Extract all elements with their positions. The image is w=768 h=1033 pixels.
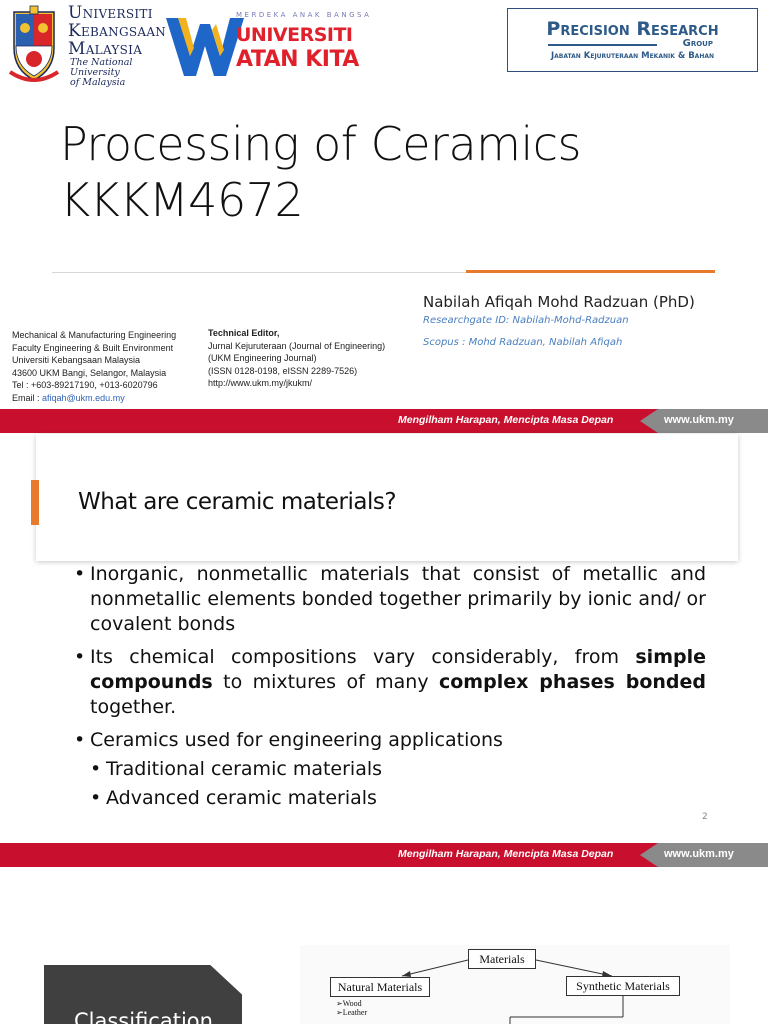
bullet-text: Its chemical compositions vary considerably, from — [90, 646, 636, 668]
heading-accent-bar — [31, 480, 39, 525]
email-line — [12, 392, 176, 405]
accent-divider — [466, 270, 715, 273]
course-code: KKKM4672 — [60, 173, 304, 227]
editor-heading: Technical Editor, — [208, 328, 280, 338]
address-line: 43600 UKM Bangi, Selangor, Malaysia — [12, 367, 167, 378]
address-line: Tel : +603-89217190, +013-6020796 — [12, 380, 158, 391]
diagram-subitem: ➢Wood — [336, 999, 362, 1008]
sub-bullet-item: • Traditional ceramic materials — [90, 757, 706, 782]
title-slide — [0, 0, 768, 432]
technical-editor-info — [208, 327, 385, 390]
ukm-english-line: The National University — [70, 57, 133, 78]
prg-line3: Jabatan Kejuruteraan Mekanik & Bahan — [550, 51, 715, 61]
sub-bullet-item: • Advanced ceramic materials — [90, 786, 706, 811]
course-title — [60, 116, 581, 228]
ukm-name-line: Malaysia — [68, 39, 143, 59]
bullet-text: to mixtures of many — [212, 671, 439, 693]
bullet-item: • Inorganic, nonmetallic materials that consist of metallic and nonmetallic elements bonded together primarily by ionic and/ or covalent bonds — [74, 562, 706, 637]
footer-bar — [0, 409, 768, 433]
researchgate-id: Researchgate ID: Nabilah-Mohd-Radzuan — [423, 315, 629, 326]
ukm-name-line: Kebangsaan — [68, 21, 167, 41]
ukm-name-line: Universiti — [68, 3, 153, 23]
author-name: Nabilah Afiqah Mohd Radzuan (PhD) — [423, 293, 695, 311]
bullet-item — [74, 645, 706, 720]
address-line: Universiti Kebangsaan Malaysia — [12, 355, 141, 366]
classification-diagram — [300, 945, 730, 1024]
email-label: Email : — [12, 392, 43, 403]
ukm-wordmark — [68, 4, 178, 88]
contact-address — [12, 329, 176, 405]
footer-slogan: Mengilham Harapan, Mencipta Masa Depan — [398, 414, 614, 426]
footer-bar — [0, 843, 768, 867]
bullet-list — [74, 562, 706, 815]
editor-line: (ISSN 0128-0198, eISSN 2289-7526) — [208, 365, 358, 376]
email-link[interactable]: afiqah@ukm.edu.my — [42, 392, 125, 403]
course-title-line1: Processing of Ceramics — [60, 117, 581, 171]
section-title: Classification — [74, 1009, 213, 1033]
ukm-crest-icon — [8, 4, 60, 88]
diagram-subitem: ➢Leather — [336, 1008, 368, 1017]
footer-url-link[interactable]: www.ukm.my — [664, 848, 734, 860]
precision-research-logo — [507, 8, 758, 72]
editor-line: (UKM Engineering Journal) — [208, 353, 317, 364]
diagram-node-root: Materials — [468, 949, 536, 969]
address-line: Mechanical & Manufacturing Engineering — [12, 330, 177, 340]
address-line: Faculty Engineering & Built Environment — [12, 342, 174, 353]
footer-slogan: Mengilham Harapan, Mencipta Masa Depan — [398, 848, 614, 860]
slide-heading: What are ceramic materials? — [78, 489, 397, 515]
watan-kita-line1: UNIVERSITI — [236, 24, 353, 46]
bullet-text: together. — [90, 696, 177, 718]
prg-line2: Group — [508, 38, 757, 49]
scopus-id: Scopus : Mohd Radzuan, Nabilah Afiqah — [423, 337, 623, 348]
bullet-bold-text: complex phases bonded — [438, 671, 706, 693]
page-number: 2 — [702, 812, 708, 822]
bullet-item: • Ceramics used for engineering applications — [74, 728, 706, 753]
watan-kita-tagline: MERDEKA ANAK BANGSA — [236, 11, 372, 19]
ukm-english-line: of Malaysia — [70, 77, 126, 88]
prg-line1: Precision Research — [546, 18, 719, 40]
diagram-node-natural: Natural Materials — [330, 977, 430, 997]
divider-line — [52, 272, 466, 273]
journal-link[interactable]: http://www.ukm.my/jkukm/ — [208, 378, 313, 389]
bullet-bold-text: simple compounds — [90, 646, 706, 693]
footer-url-link[interactable]: www.ukm.my — [664, 414, 734, 426]
watan-kita-line2: ATAN KITA — [236, 47, 359, 72]
editor-line: Jurnal Kejuruteraan (Journal of Engineering) — [208, 340, 386, 351]
diagram-node-synthetic: Synthetic Materials — [566, 976, 680, 996]
